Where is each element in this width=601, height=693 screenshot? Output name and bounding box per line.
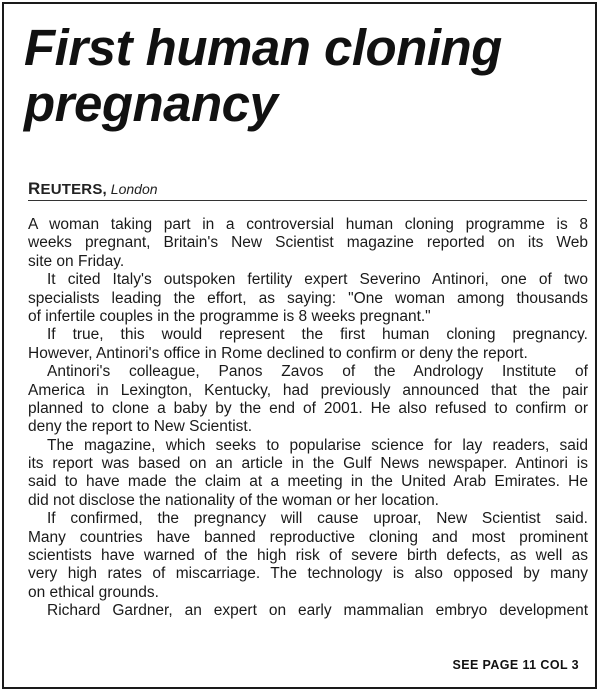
article-body	[28, 216, 588, 621]
paragraph-line: of infertile couples in the programme is 8 weeks pregnant."	[28, 307, 431, 325]
paragraph-line: If confirmed, the pregnancy will cause uproar, New Scientist said.	[47, 510, 588, 528]
paragraph-line: Antinori's colleague, Panos Zavos of the Andrology Institute of	[47, 363, 588, 381]
article-paragraph	[28, 363, 588, 437]
paragraph-line: planned to clone a baby by the end of 2001. He also refused to confirm or	[28, 399, 588, 417]
byline-divider	[28, 200, 587, 201]
article-paragraph	[28, 602, 588, 620]
byline-agency-initial: R	[28, 179, 41, 198]
article-frame	[2, 2, 597, 689]
paragraph-line: America in Lexington, Kentucky, had previously announced that the pair	[28, 381, 588, 399]
article-paragraph	[28, 437, 588, 511]
article-paragraph	[28, 216, 588, 271]
continuation-note: SEE PAGE 11 COL 3	[452, 658, 579, 672]
paragraph-line: on ethical grounds.	[28, 583, 159, 601]
paragraph-line: Richard Gardner, an expert on early mammalian embryo development	[47, 602, 588, 620]
paragraph-line: However, Antinori's office in Rome declined to confirm or deny the report.	[28, 344, 528, 362]
paragraph-line: did not disclose the nationality of the woman or her location.	[28, 491, 439, 509]
headline-line-2: pregnancy	[24, 75, 278, 132]
paragraph-line: deny the report to New Scientist.	[28, 418, 253, 436]
paragraph-line: its report was based on an article in the Gulf News newspaper. Antinori is	[28, 455, 588, 473]
byline-agency-rest: EUTERS,	[40, 181, 107, 198]
article-paragraph	[28, 326, 588, 363]
article-paragraph	[28, 271, 588, 326]
paragraph-line: very high rates of miscarriage. The technology is also opposed by many	[28, 565, 588, 583]
byline	[28, 179, 158, 199]
paragraph-line: If true, this would represent the first human cloning pregnancy.	[47, 326, 588, 344]
paragraph-line: site on Friday.	[28, 252, 125, 270]
headline-line-1: First human cloning	[24, 19, 502, 76]
byline-place: London	[110, 181, 158, 197]
byline-agency	[28, 181, 107, 198]
paragraph-line: said to have made the claim at a meeting in the United Arab Emirates. He	[28, 473, 588, 491]
paragraph-line: The magazine, which seeks to popularise science for lay readers, said	[47, 436, 588, 454]
paragraph-line: It cited Italy's outspoken fertility expert Severino Antinori, one of two	[47, 271, 588, 289]
paragraph-line: scientists have warned of the high risk of severe birth defects, as well as	[28, 547, 588, 565]
paragraph-line: Many countries have banned reproductive cloning and most prominent	[28, 528, 588, 546]
paragraph-line: specialists leading the effort, as saying: "One woman among thousands	[28, 289, 588, 307]
paragraph-line: weeks pregnant, Britain's New Scientist magazine reported on its Web	[28, 234, 588, 252]
article-paragraph	[28, 510, 588, 602]
headline	[24, 20, 584, 132]
paragraph-line: A woman taking part in a controversial human cloning programme is 8	[28, 216, 588, 233]
